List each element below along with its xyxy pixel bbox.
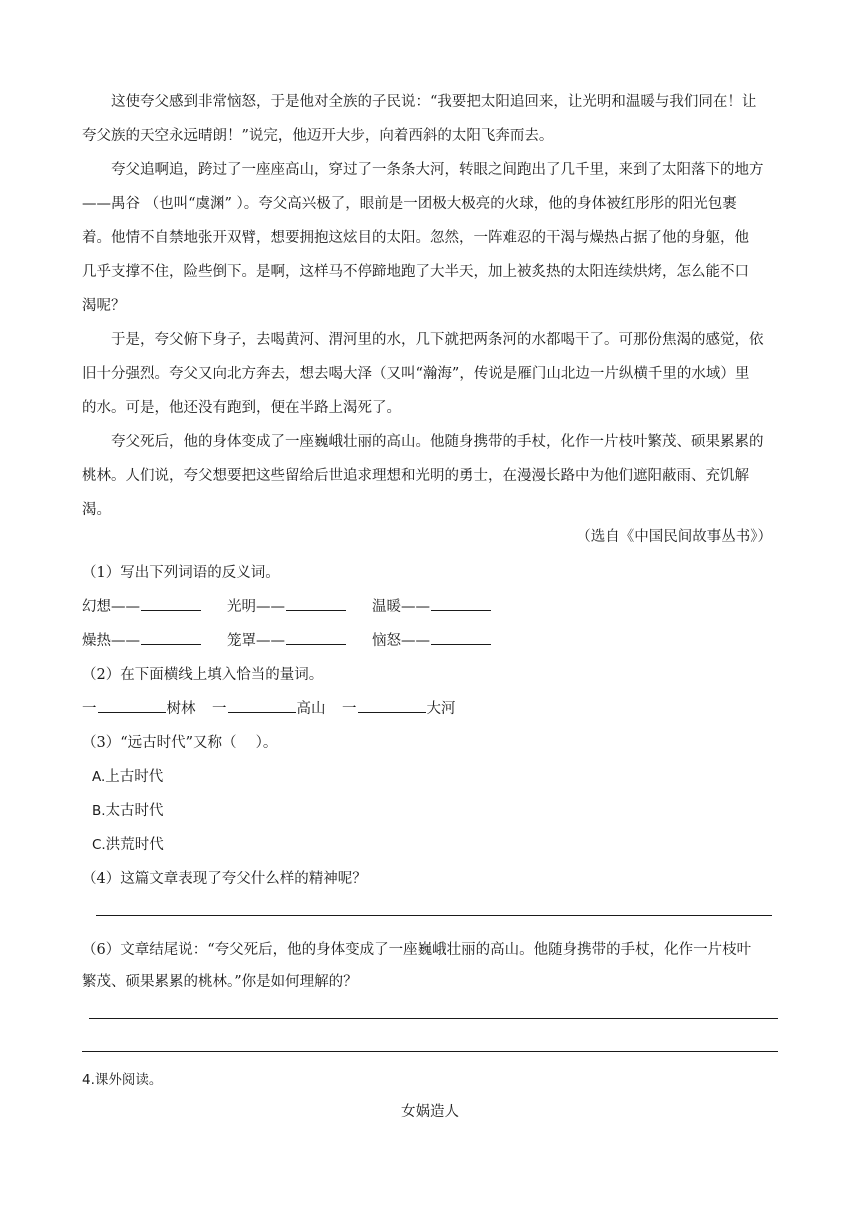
text-line: 夸父死后，他的身体变成了一座巍峨壮丽的高山。他随身携带的手杖，化作一片枝叶繁茂、硕果累累的 (82, 434, 764, 450)
option-c[interactable] (92, 828, 164, 862)
answer-line[interactable] (89, 1018, 778, 1019)
measure-word-item (82, 692, 212, 726)
item-suffix: 大河 (426, 701, 456, 717)
question-4-prompt: （4）这篇文章表现了夸父什么样的精神呢？ (82, 871, 367, 887)
text-line: 几乎支撑不住，险些倒下。是啊，这样马不停蹄地跑了大半天，加上被炙热的太阳连续烘烤，怎么能不口 (82, 264, 749, 280)
answer-blank[interactable] (141, 630, 201, 645)
measure-word-item (342, 692, 472, 726)
antonym-item (227, 590, 372, 624)
story-paragraph-3 (82, 323, 782, 425)
antonym-item (372, 624, 517, 658)
question-6-prompt-line-2: 繁茂、硕果累累的桃林。”你是如何理解的？ (82, 974, 358, 990)
question-3-prompt: （3）“远古时代”又称（ ）。 (82, 735, 278, 751)
option-text: 洪荒时代 (105, 837, 164, 853)
antonym-item (82, 624, 227, 658)
question-6-prompt-line-1: （6）文章结尾说：“夸父死后，他的身体变成了一座巍峨壮丽的高山。他随身携带的手杖，化作一片枝叶 (82, 942, 752, 958)
question-2-row (82, 692, 472, 726)
option-b[interactable] (92, 794, 164, 828)
text-line: 于是，夸父俯下身子，去喝黄河、渭河里的水，几下就把两条河的水都喝干了。可那份焦渴的感觉，依 (82, 332, 764, 348)
text-line: 着。他情不自禁地张开双臂，想要拥抱这炫目的太阳。忽然，一阵难忍的干渴与燥热占据了他的身躯，他 (82, 230, 749, 246)
section-4-title: 女娲造人 (401, 1104, 459, 1120)
antonym-word: 温暖—— (372, 599, 430, 615)
antonym-item (227, 624, 372, 658)
item-prefix: 一 (212, 701, 227, 717)
antonym-word: 笼罩—— (227, 633, 285, 649)
text-line: 渴呢？ (82, 298, 126, 314)
option-letter: C. (92, 837, 106, 853)
story-paragraph-2 (82, 153, 782, 323)
answer-blank[interactable] (141, 596, 201, 611)
option-text: 上古时代 (105, 769, 164, 785)
text-line: ——禺谷 （也叫“虞渊” ）。夸父高兴极了，眼前是一团极大极亮的火球，他的身体被红彤彤的阳光包裹 (82, 196, 737, 212)
answer-blank[interactable] (98, 698, 166, 713)
text-line: 夸父追啊追，跨过了一座座高山，穿过了一条条大河，转眼之间跑出了几千里，来到了太阳落下的地方 (82, 162, 764, 178)
text-line: 的水。可是，他还没有跑到，便在半路上渴死了。 (82, 400, 401, 416)
text-line: 夸父族的天空永远晴朗！”说完，他迈开大步，向着西斜的太阳飞奔而去。 (82, 128, 554, 144)
antonym-word: 燥热—— (82, 633, 140, 649)
answer-blank[interactable] (286, 596, 346, 611)
item-prefix: 一 (342, 701, 357, 717)
story-paragraph-1 (82, 85, 782, 153)
answer-blank[interactable] (286, 630, 346, 645)
option-letter: A. (92, 769, 106, 785)
antonym-word: 恼怒—— (372, 633, 430, 649)
item-prefix: 一 (82, 701, 97, 717)
story-paragraph-4 (82, 425, 782, 527)
item-suffix: 高山 (296, 701, 326, 717)
measure-word-item (212, 692, 342, 726)
antonym-item (82, 590, 227, 624)
antonym-item (372, 590, 517, 624)
option-a[interactable] (92, 760, 163, 794)
option-text: 太古时代 (105, 803, 164, 819)
text-line: 旧十分强烈。夸父又向北方奔去，想去喝大泽（又叫“瀚海”，传说是雁门山北边一片纵横千里的水域）里 (82, 366, 750, 382)
answer-line[interactable] (96, 915, 772, 916)
question-1-prompt: （1）写出下列词语的反义词。 (82, 565, 280, 581)
antonym-word: 幻想—— (82, 599, 140, 615)
answer-blank[interactable] (431, 630, 491, 645)
story-source: （选自《中国民间故事丛书》） (576, 529, 772, 545)
text-line: 桃林。人们说，夸父想要把这些留给后世追求理想和光明的勇士，在漫漫长路中为他们遮阳蔽雨、充饥解 (82, 468, 749, 484)
item-suffix: 树林 (166, 701, 196, 717)
question-2-prompt: （2）在下面横线上填入恰当的量词。 (82, 667, 324, 683)
answer-blank[interactable] (431, 596, 491, 611)
question-1-row-2 (82, 624, 517, 658)
answer-line[interactable] (82, 1051, 778, 1052)
antonym-word: 光明—— (227, 599, 285, 615)
section-4-heading: 4.课外阅读。 (82, 1072, 163, 1088)
text-line: 这使夸父感到非常恼怒，于是他对全族的子民说：“我要把太阳追回来，让光明和温暖与我们同在！让 (82, 94, 757, 110)
text-line: 渴。 (82, 502, 111, 518)
answer-blank[interactable] (228, 698, 296, 713)
answer-blank[interactable] (358, 698, 426, 713)
option-letter: B. (92, 803, 106, 819)
question-1-row-1 (82, 590, 517, 624)
